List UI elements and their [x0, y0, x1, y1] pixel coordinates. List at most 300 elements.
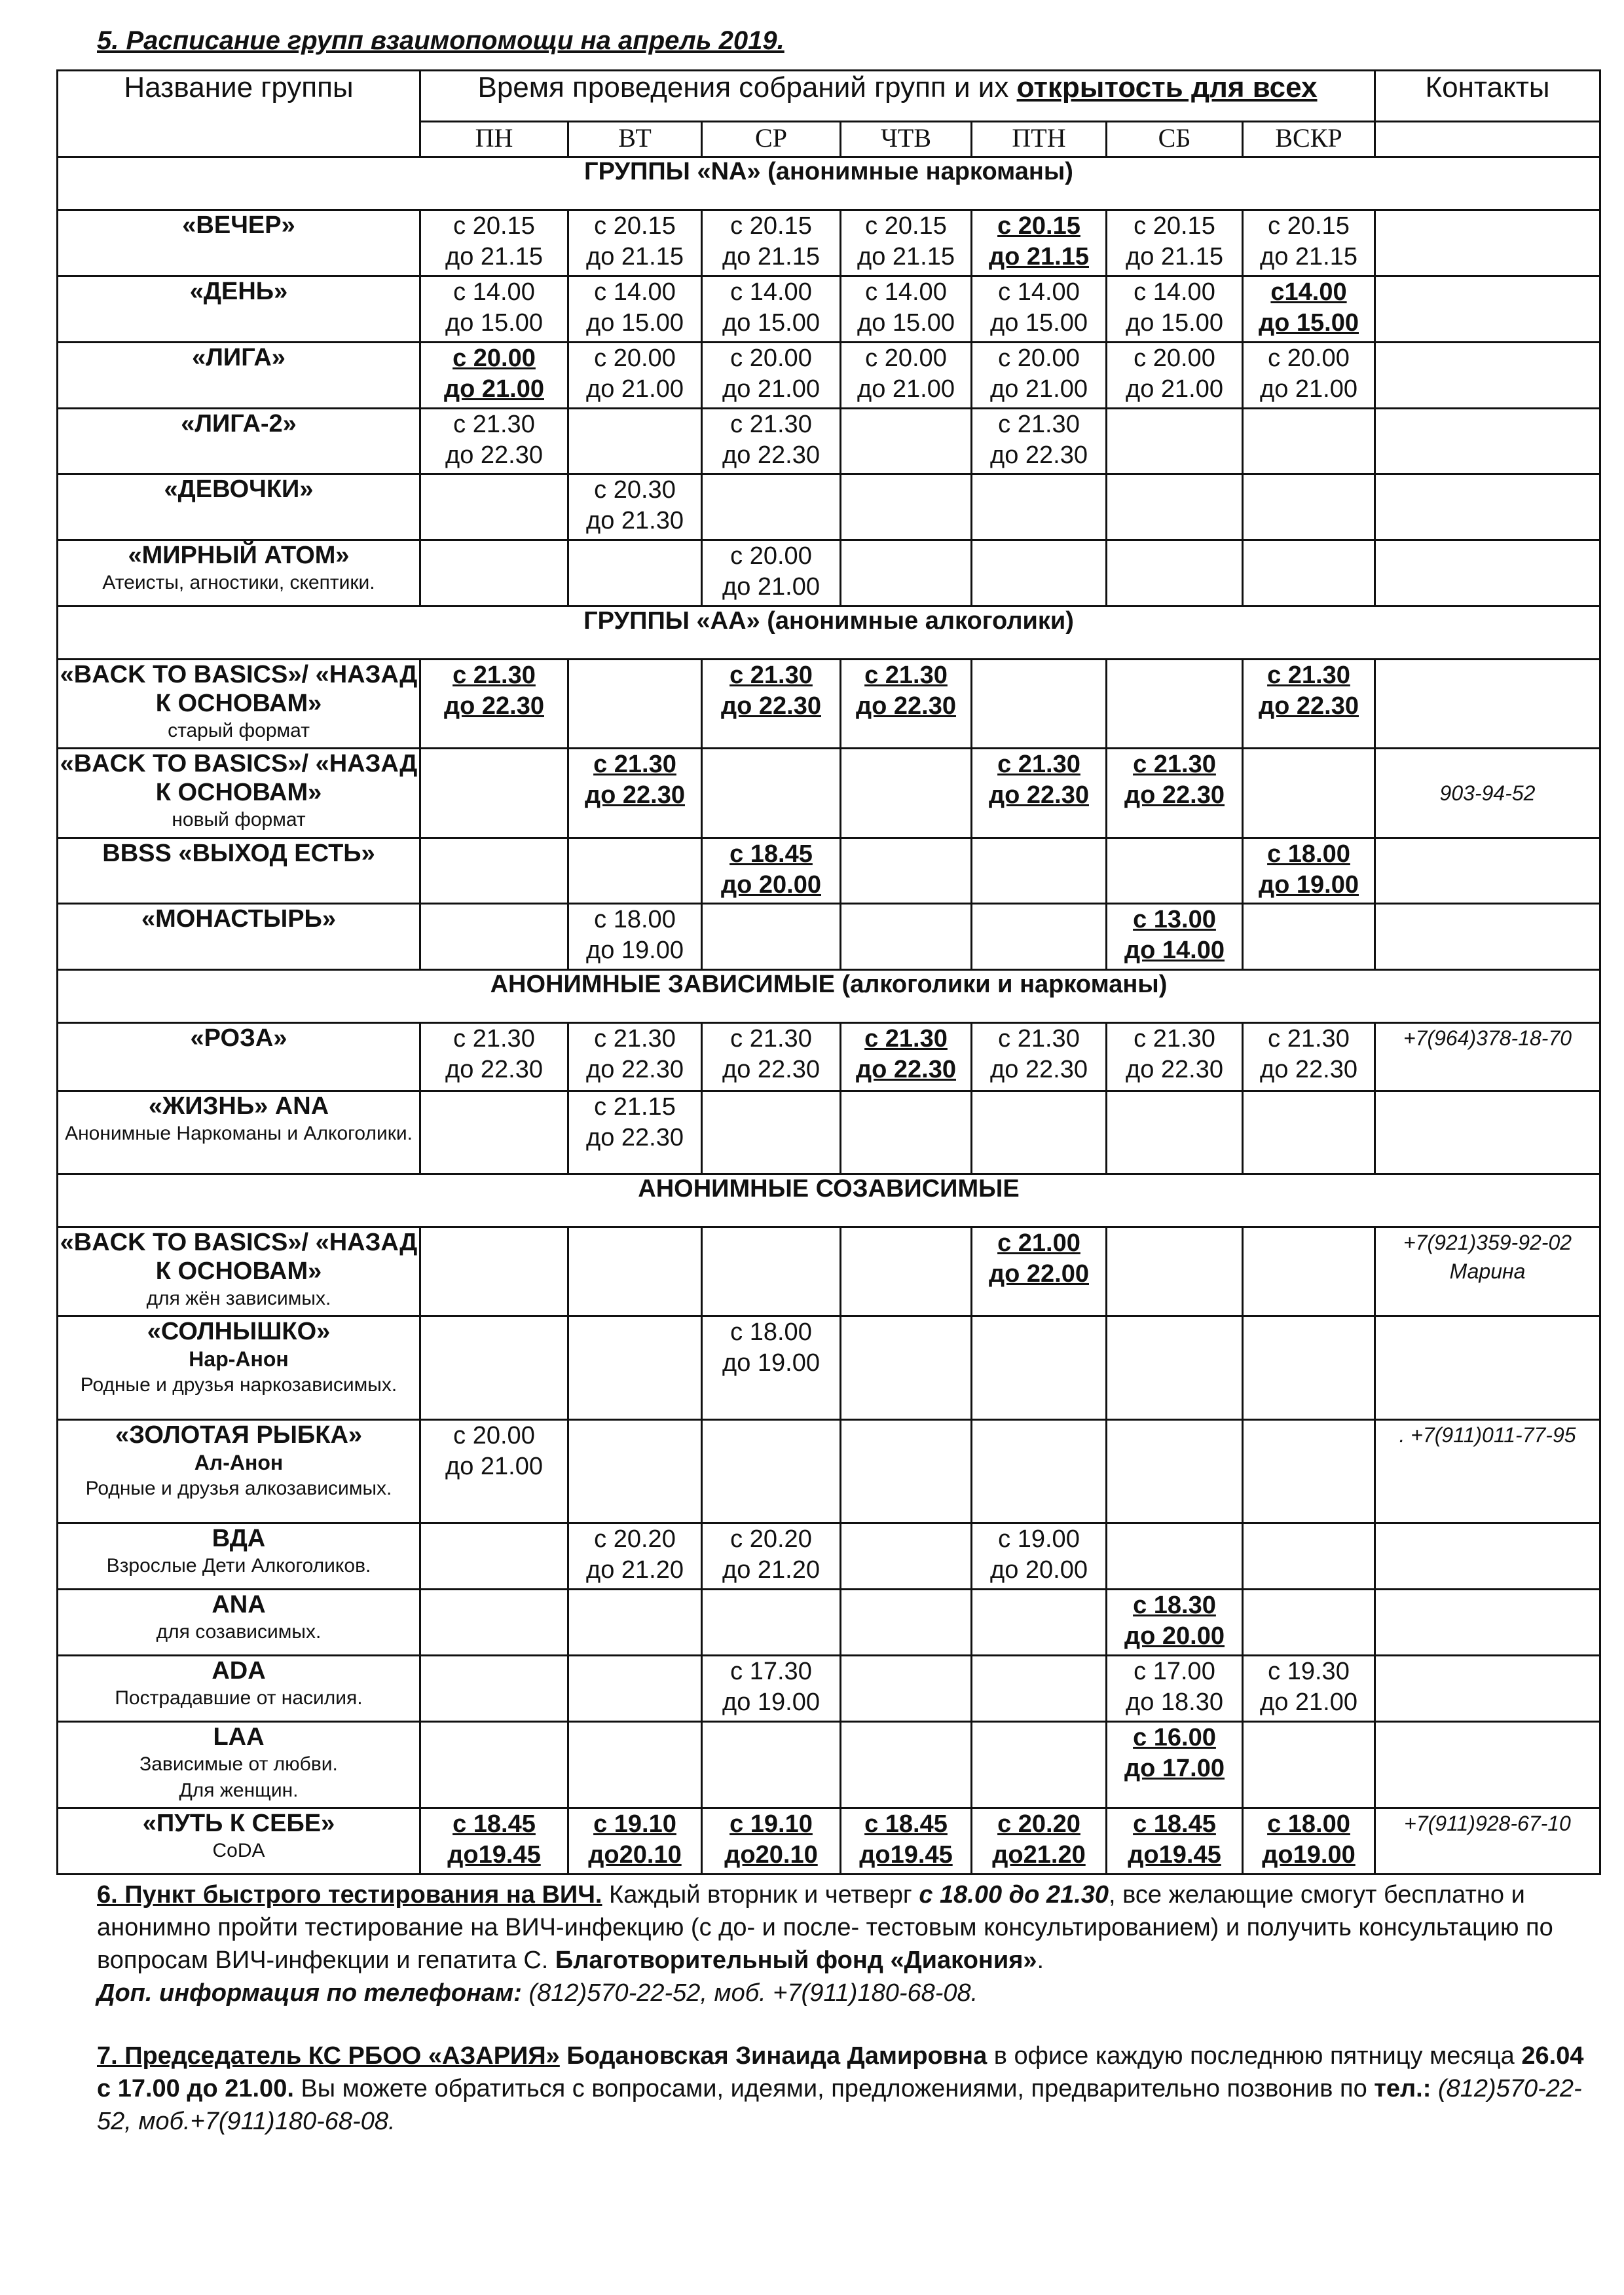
- contact-cell: [1375, 1590, 1600, 1656]
- time-from: с 20.00: [452, 344, 536, 372]
- meeting-time-cell: [972, 342, 1107, 408]
- time-to: до 21.20: [722, 1556, 820, 1584]
- time-from: с 14.00: [730, 278, 812, 306]
- meeting-time-cell: [841, 1590, 972, 1656]
- time-from: с 21.30: [594, 1025, 676, 1053]
- group-row: [58, 540, 1600, 606]
- time-to: до 21.30: [586, 507, 684, 535]
- meeting-time-cell: [972, 1227, 1107, 1316]
- group-name-cell: [58, 904, 420, 970]
- header-open-text: открытость для всех: [1016, 71, 1318, 103]
- time-from: с 21.30: [1268, 1025, 1350, 1053]
- time-from: с 20.15: [730, 212, 812, 240]
- group-row: [58, 1808, 1600, 1875]
- time-from: с 18.45: [864, 1810, 948, 1838]
- day-header: СБ: [1107, 122, 1243, 157]
- group-name-cell: [58, 1523, 420, 1590]
- note6-time: с 18.00 до 21.30: [919, 1881, 1109, 1909]
- time-from: с 20.00: [594, 344, 676, 372]
- group-row: [58, 474, 1600, 540]
- group-row: [58, 1091, 1600, 1174]
- group-row: [58, 1227, 1600, 1316]
- group-name: ANA: [212, 1591, 266, 1619]
- meeting-time-cell: [841, 1420, 972, 1523]
- time-to: до 21.00: [1260, 375, 1357, 403]
- time-to: до 21.15: [1126, 243, 1223, 271]
- meeting-time-cell: [702, 474, 841, 540]
- meeting-time-cell: [972, 474, 1107, 540]
- meeting-time-cell: [1107, 1590, 1243, 1656]
- meeting-time-cell: [702, 1316, 841, 1420]
- group-name-cell: [58, 660, 420, 749]
- meeting-time-cell: [1107, 1091, 1243, 1174]
- meeting-time-cell: [1107, 1808, 1243, 1875]
- time-from: с 21.15: [594, 1093, 676, 1121]
- time-to: до 21.15: [989, 243, 1089, 271]
- group-row: [58, 1721, 1600, 1808]
- meeting-time-cell: [702, 210, 841, 276]
- header-contacts: Контакты: [1375, 71, 1600, 122]
- meeting-time-cell: [972, 1316, 1107, 1420]
- group-name: «МОНАСТЫРЬ»: [141, 905, 336, 933]
- meeting-time-cell: [1107, 1227, 1243, 1316]
- group-name-cell: [58, 276, 420, 342]
- note-chairman: [97, 2040, 1596, 2138]
- note7-person: Бодановская Зинаида Дамировна: [559, 2042, 987, 2070]
- meeting-time-cell: [972, 408, 1107, 474]
- group-name-cell: [58, 1316, 420, 1420]
- contact-cell: [1375, 540, 1600, 606]
- meeting-time-cell: [702, 1023, 841, 1091]
- time-from: с 20.15: [997, 212, 1080, 240]
- time-to: до 21.00: [990, 375, 1088, 403]
- note6-text-b: , все желающие смогут бесплатно и анонимно пройти тестирование на ВИЧ-инфекцию (с до- и после- тестовым консультированием) и получить консультацию по вопросам ВИЧ-инфекции и гепатита С.: [97, 1881, 1553, 1974]
- meeting-time-cell: [702, 1721, 841, 1808]
- group-name-cell: [58, 408, 420, 474]
- meeting-time-cell: [702, 749, 841, 838]
- group-row: [58, 1590, 1600, 1656]
- meeting-time-cell: [568, 474, 702, 540]
- group-name: «СОЛНЫШКО»: [147, 1318, 331, 1346]
- meeting-time-cell: [420, 1227, 568, 1316]
- section-heading: АНОНИМНЫЕ ЗАВИСИМЫЕ (алкоголики и наркоманы): [58, 970, 1600, 1023]
- time-from: с 18.00: [1267, 1810, 1350, 1838]
- meeting-time-cell: [1243, 1523, 1375, 1590]
- time-to: до 20.00: [721, 870, 821, 899]
- group-name-cell: [58, 1091, 420, 1174]
- day-header: ВТ: [568, 122, 702, 157]
- note-hiv-testing: [97, 1878, 1596, 2009]
- group-description: старый формат: [168, 720, 310, 742]
- meeting-time-cell: [841, 904, 972, 970]
- time-from: с 17.30: [730, 1658, 812, 1686]
- contact-cell: [1375, 1721, 1600, 1808]
- meeting-time-cell: [841, 1091, 972, 1174]
- meeting-time-cell: [1107, 838, 1243, 904]
- meeting-time-cell: [841, 1721, 972, 1808]
- group-name: LAA: [213, 1723, 265, 1751]
- group-name: «РОЗА»: [190, 1024, 287, 1053]
- time-to: до 21.00: [1126, 375, 1223, 403]
- meeting-time-cell: [1243, 660, 1375, 749]
- group-name-cell: [58, 1656, 420, 1722]
- meeting-time-cell: [420, 838, 568, 904]
- group-name-cell: [58, 540, 420, 606]
- meeting-time-cell: [420, 474, 568, 540]
- meeting-time-cell: [420, 1091, 568, 1174]
- time-to: до 15.00: [722, 308, 820, 337]
- meeting-time-cell: [420, 1316, 568, 1420]
- group-fellowship: Нар-Анон: [189, 1347, 289, 1371]
- meeting-time-cell: [1243, 1656, 1375, 1722]
- time-to: до 22.30: [990, 1056, 1088, 1084]
- meeting-time-cell: [420, 210, 568, 276]
- meeting-time-cell: [568, 276, 702, 342]
- contact-cell: +7(921)359-92-02 Марина: [1375, 1227, 1600, 1316]
- group-name-cell: [58, 342, 420, 408]
- meeting-time-cell: [702, 408, 841, 474]
- time-to: до 21.00: [722, 573, 820, 601]
- time-to: до 19.00: [722, 1689, 820, 1717]
- meeting-time-cell: [568, 1523, 702, 1590]
- group-name: «ЖИЗНЬ» ANA: [148, 1092, 329, 1121]
- group-name: ADA: [212, 1657, 266, 1685]
- time-to: до20.10: [588, 1841, 682, 1869]
- time-from: с 20.00: [1268, 344, 1350, 372]
- group-description: Атеисты, агностики, скептики.: [102, 572, 375, 594]
- note6-text-a: Каждый вторник и четверг: [602, 1881, 919, 1909]
- meeting-time-cell: [1243, 904, 1375, 970]
- meeting-time-cell: [972, 1721, 1107, 1808]
- time-from: с 21.30: [452, 662, 536, 690]
- group-description: Зависимые от любви.: [139, 1753, 338, 1775]
- meeting-time-cell: [841, 1808, 972, 1875]
- time-to: до 22.30: [722, 1056, 820, 1084]
- time-from: с 14.00: [865, 278, 947, 306]
- meeting-time-cell: [1243, 1420, 1375, 1523]
- meeting-time-cell: [420, 904, 568, 970]
- meeting-time-cell: [420, 408, 568, 474]
- meeting-time-cell: [420, 660, 568, 749]
- group-description: Пострадавшие от насилия.: [115, 1687, 363, 1709]
- meeting-time-cell: [841, 210, 972, 276]
- meeting-time-cell: [1107, 210, 1243, 276]
- meeting-time-cell: [1107, 1523, 1243, 1590]
- group-description: Родные и друзья наркозависимых.: [80, 1374, 397, 1396]
- group-row: [58, 660, 1600, 749]
- meeting-time-cell: [1107, 1721, 1243, 1808]
- contact-cell: 903-94-52: [1375, 749, 1600, 838]
- time-to: до 22.30: [856, 692, 956, 720]
- meeting-time-cell: [702, 1420, 841, 1523]
- time-from: с 18.45: [1133, 1810, 1216, 1838]
- time-to: до 20.00: [1124, 1622, 1225, 1651]
- group-description: Родные и друзья алкозависимых.: [85, 1478, 392, 1500]
- meeting-time-cell: [420, 1808, 568, 1875]
- note6-heading: 6. Пункт быстрого тестирования на ВИЧ.: [97, 1881, 602, 1909]
- time-from: с 14.00: [453, 278, 535, 306]
- group-row: [58, 1656, 1600, 1722]
- meeting-time-cell: [568, 1808, 702, 1875]
- time-to: до 22.30: [445, 441, 543, 469]
- note7-heading: 7. Председатель КС РБОО «АЗАРИЯ»: [97, 2042, 560, 2070]
- group-name-cell: [58, 474, 420, 540]
- meeting-time-cell: [420, 1721, 568, 1808]
- time-from: с 18.00: [730, 1318, 812, 1347]
- meeting-time-cell: [1243, 1091, 1375, 1174]
- group-description: Анонимные Наркоманы и Алкоголики.: [65, 1123, 413, 1145]
- meeting-time-cell: [702, 1523, 841, 1590]
- time-to: до 22.30: [856, 1056, 956, 1084]
- group-name: «ДЕНЬ»: [189, 277, 288, 305]
- meeting-time-cell: [841, 838, 972, 904]
- note6-org: Благотворительный фонд «Диакония»: [555, 1947, 1037, 1974]
- group-name-cell: [58, 210, 420, 276]
- time-from: с 21.30: [730, 410, 812, 438]
- meeting-time-cell: [1243, 1808, 1375, 1875]
- contact-cell: [1375, 1091, 1600, 1174]
- meeting-time-cell: [568, 1316, 702, 1420]
- time-to: до 19.00: [586, 937, 684, 965]
- time-to: до20.10: [724, 1841, 818, 1869]
- time-to: до 15.00: [445, 308, 543, 337]
- group-name-cell: [58, 1721, 420, 1808]
- meeting-time-cell: [702, 540, 841, 606]
- note7-tel-label: тел.:: [1374, 2075, 1431, 2102]
- time-from: с 20.20: [997, 1810, 1080, 1838]
- time-from: с 21.30: [453, 1025, 535, 1053]
- contact-cell: [1375, 660, 1600, 749]
- meeting-time-cell: [1243, 342, 1375, 408]
- meeting-time-cell: [1107, 1023, 1243, 1091]
- meeting-time-cell: [568, 838, 702, 904]
- meeting-time-cell: [702, 1091, 841, 1174]
- time-to: до 19.00: [722, 1349, 820, 1377]
- time-to: до19.45: [859, 1841, 953, 1869]
- meeting-time-cell: [972, 749, 1107, 838]
- meeting-time-cell: [702, 276, 841, 342]
- time-to: до 22.30: [722, 441, 820, 469]
- note7-text-a: в офисе каждую последнюю пятницу месяца: [987, 2042, 1522, 2070]
- group-name: ВДА: [212, 1525, 266, 1553]
- time-to: до21.20: [992, 1841, 1086, 1869]
- note7-tel: (812)570-22-52, моб.+7(911)180-68-08.: [97, 2075, 1582, 2135]
- time-from: с 18.00: [594, 906, 676, 934]
- time-to: до 22.30: [444, 692, 544, 720]
- meeting-time-cell: [972, 1091, 1107, 1174]
- group-row: [58, 1523, 1600, 1590]
- meeting-time-cell: [841, 660, 972, 749]
- meeting-time-cell: [1243, 474, 1375, 540]
- group-row: [58, 1420, 1600, 1523]
- group-description: новый формат: [172, 809, 306, 831]
- meeting-time-cell: [841, 1023, 972, 1091]
- time-from: с14.00: [1270, 278, 1347, 306]
- meeting-time-cell: [568, 540, 702, 606]
- time-from: с 21.30: [864, 662, 948, 690]
- time-from: с 20.15: [453, 212, 535, 240]
- time-from: с 18.45: [729, 840, 813, 868]
- time-from: с 21.30: [730, 1025, 812, 1053]
- time-to: до 15.00: [1126, 308, 1223, 337]
- meeting-time-cell: [841, 1227, 972, 1316]
- time-to: до 22.30: [586, 1056, 684, 1084]
- meeting-time-cell: [568, 749, 702, 838]
- time-to: до 15.00: [857, 308, 955, 337]
- time-from: с 20.00: [730, 344, 812, 372]
- time-to: до 14.00: [1124, 937, 1225, 965]
- meeting-time-cell: [841, 276, 972, 342]
- meeting-time-cell: [568, 1023, 702, 1091]
- meeting-time-cell: [841, 408, 972, 474]
- group-row: [58, 276, 1600, 342]
- meeting-time-cell: [568, 1091, 702, 1174]
- group-name-cell: [58, 1808, 420, 1875]
- section-heading: ГРУППЫ «АА» (анонимные алкоголики): [58, 606, 1600, 660]
- header-meeting-time: [420, 71, 1375, 122]
- time-to: до 22.30: [1124, 781, 1225, 810]
- meeting-time-cell: [972, 1523, 1107, 1590]
- meeting-time-cell: [972, 1023, 1107, 1091]
- time-from: с 20.00: [453, 1422, 535, 1450]
- contact-cell: [1375, 1316, 1600, 1420]
- meeting-time-cell: [702, 1656, 841, 1722]
- meeting-time-cell: [972, 660, 1107, 749]
- meeting-time-cell: [1243, 540, 1375, 606]
- group-name-cell: [58, 1590, 420, 1656]
- time-to: до 21.00: [445, 1453, 543, 1481]
- meeting-time-cell: [702, 904, 841, 970]
- group-name: «ПУТЬ К СЕБЕ»: [142, 1810, 335, 1837]
- time-to: до 21.15: [445, 243, 543, 271]
- note7-when: 26.04 с 17.00 до 21.00.: [97, 2042, 1584, 2102]
- time-to: до 21.00: [444, 375, 544, 403]
- contacts-subheader: [1375, 122, 1600, 157]
- meeting-time-cell: [1107, 1316, 1243, 1420]
- meeting-time-cell: [1107, 408, 1243, 474]
- time-from: с 21.30: [1267, 662, 1350, 690]
- group-name: «ЛИГА»: [192, 343, 286, 371]
- time-from: с 20.00: [865, 344, 947, 372]
- meeting-time-cell: [972, 838, 1107, 904]
- time-to: до 21.15: [722, 243, 820, 271]
- day-header: ВСКР: [1243, 122, 1375, 157]
- time-to: до 22.30: [1126, 1056, 1223, 1084]
- group-name: «BACK TO BASICS»/ «НАЗАД К ОСНОВАМ»: [60, 661, 418, 718]
- note7-text-b: Вы можете обратиться с вопросами, идеями, предложениями, предварительно позвонив по: [293, 2075, 1375, 2102]
- group-name-cell: [58, 1227, 420, 1316]
- meeting-time-cell: [972, 904, 1107, 970]
- contact-cell: [1375, 1656, 1600, 1722]
- group-row: [58, 342, 1600, 408]
- time-to: до 18.30: [1126, 1689, 1223, 1717]
- time-to: до 22.30: [585, 781, 685, 810]
- group-name-cell: [58, 838, 420, 904]
- time-from: с 20.15: [1134, 212, 1215, 240]
- day-header: ЧТВ: [841, 122, 972, 157]
- contact-cell: [1375, 276, 1600, 342]
- contact-cell: [1375, 838, 1600, 904]
- meeting-time-cell: [1107, 1420, 1243, 1523]
- header-group-name: Название группы: [58, 71, 420, 157]
- group-name: BBSS «ВЫХОД ЕСТЬ»: [102, 839, 375, 867]
- meeting-time-cell: [568, 1227, 702, 1316]
- group-fellowship: Ал-Анон: [194, 1451, 284, 1475]
- time-to: до 21.00: [586, 375, 684, 403]
- time-to: до19.00: [1262, 1841, 1356, 1869]
- time-from: с 20.20: [594, 1525, 676, 1554]
- meeting-time-cell: [841, 1523, 972, 1590]
- time-to: до 15.00: [586, 308, 684, 337]
- group-name: «ДЕВОЧКИ»: [164, 476, 314, 504]
- meeting-time-cell: [1243, 1316, 1375, 1420]
- meeting-time-cell: [972, 210, 1107, 276]
- meeting-time-cell: [1107, 276, 1243, 342]
- group-description: для созависимых.: [156, 1621, 322, 1643]
- group-row: [58, 408, 1600, 474]
- day-header: СР: [702, 122, 841, 157]
- meeting-time-cell: [972, 1656, 1107, 1722]
- schedule-title: 5. Расписание групп взаимопомощи на апрель 2019.: [97, 26, 784, 55]
- time-from: с 13.00: [1133, 906, 1216, 934]
- time-from: с 21.30: [729, 662, 813, 690]
- group-row: [58, 210, 1600, 276]
- time-to: до 22.30: [721, 692, 821, 720]
- group-description: для жён зависимых.: [146, 1288, 331, 1310]
- meeting-time-cell: [1107, 474, 1243, 540]
- time-to: до 22.30: [1260, 1056, 1357, 1084]
- meeting-time-cell: [420, 342, 568, 408]
- meeting-time-cell: [702, 1808, 841, 1875]
- meeting-time-cell: [420, 749, 568, 838]
- time-to: до 21.20: [586, 1556, 684, 1584]
- time-to: до 21.00: [857, 375, 955, 403]
- time-from: с 21.30: [864, 1025, 948, 1053]
- time-to: до 15.00: [990, 308, 1088, 337]
- time-from: с 20.30: [594, 476, 676, 504]
- time-from: с 20.15: [865, 212, 947, 240]
- meeting-time-cell: [1243, 749, 1375, 838]
- meeting-time-cell: [1243, 408, 1375, 474]
- time-from: с 19.30: [1268, 1658, 1350, 1686]
- note6-phones: (812)570-22-52, моб. +7(911)180-68-08.: [521, 1979, 978, 2007]
- time-to: до19.45: [1128, 1841, 1221, 1869]
- time-from: с 16.00: [1133, 1723, 1216, 1751]
- time-from: с 18.45: [452, 1810, 536, 1838]
- meeting-time-cell: [702, 342, 841, 408]
- meeting-time-cell: [1243, 210, 1375, 276]
- time-from: с 21.30: [1133, 751, 1216, 779]
- group-name: «ЗОЛОТАЯ РЫБКА»: [115, 1421, 363, 1449]
- meeting-time-cell: [702, 1590, 841, 1656]
- meeting-time-cell: [841, 342, 972, 408]
- group-name-cell: [58, 1023, 420, 1091]
- contact-cell: [1375, 408, 1600, 474]
- meeting-time-cell: [420, 1023, 568, 1091]
- group-name-cell: [58, 749, 420, 838]
- time-to: до 17.00: [1124, 1754, 1225, 1782]
- meeting-time-cell: [972, 276, 1107, 342]
- meeting-time-cell: [1243, 1227, 1375, 1316]
- meeting-time-cell: [420, 1590, 568, 1656]
- contact-cell: [1375, 904, 1600, 970]
- meeting-time-cell: [702, 1227, 841, 1316]
- time-from: с 20.00: [998, 344, 1080, 372]
- time-from: с 14.00: [594, 278, 676, 306]
- meeting-time-cell: [568, 1656, 702, 1722]
- meeting-time-cell: [702, 660, 841, 749]
- meeting-time-cell: [568, 660, 702, 749]
